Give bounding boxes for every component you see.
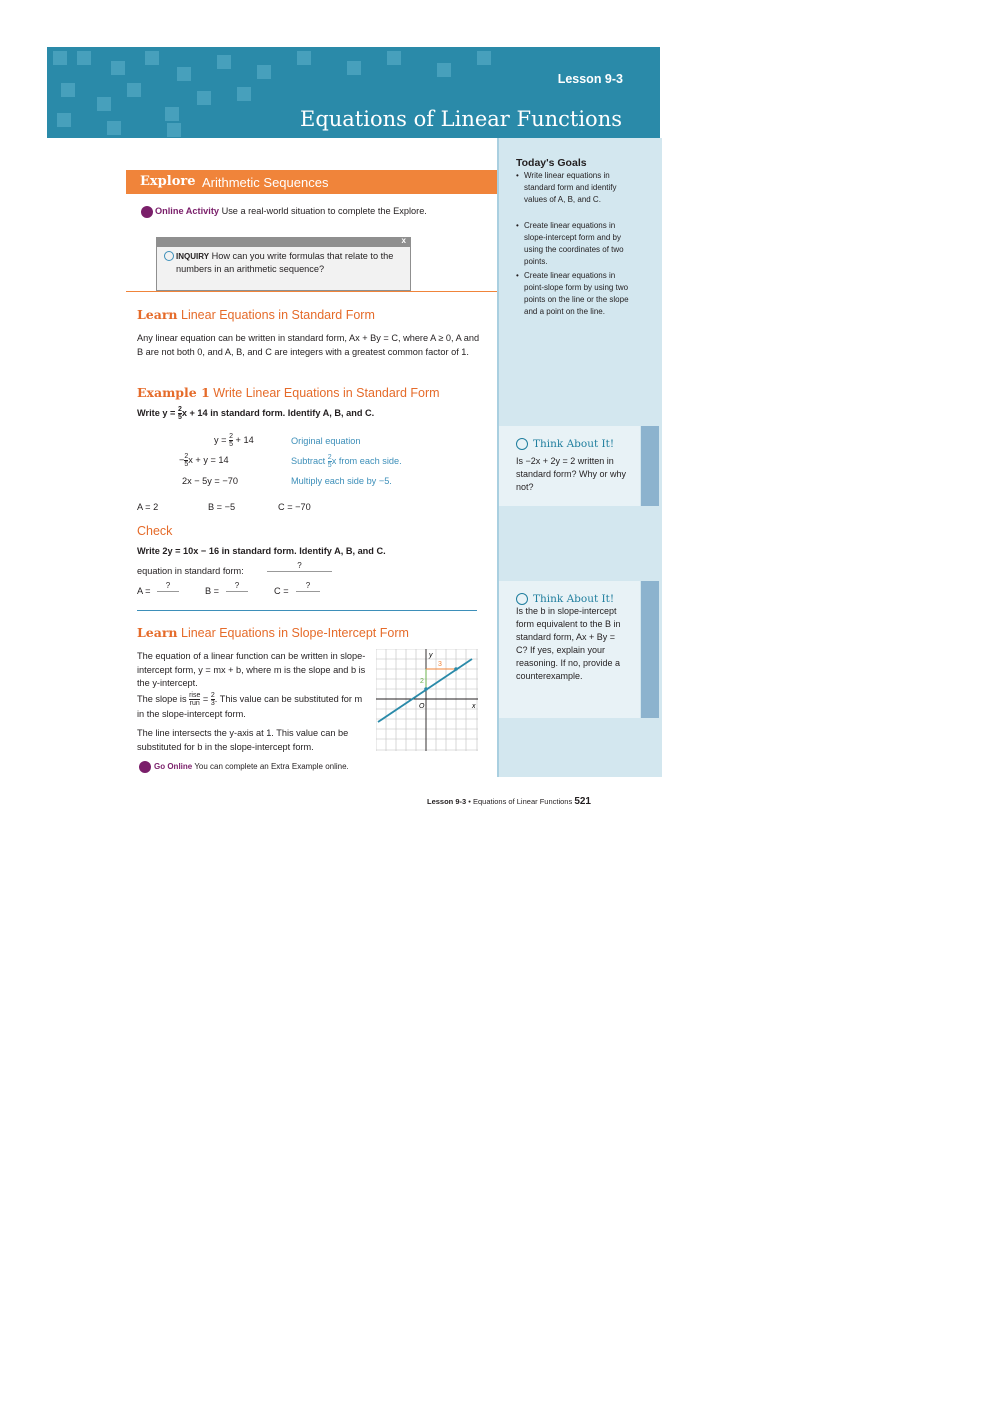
inquiry-label: INQUIRY bbox=[176, 252, 210, 261]
section-divider bbox=[126, 291, 497, 292]
goals-title: Today's Goals bbox=[516, 157, 587, 169]
lightbulb-icon bbox=[516, 593, 528, 605]
learn-title: Linear Equations in Standard Form bbox=[181, 308, 375, 322]
inquiry-text: How can you write formulas that relate to the numbers in an arithmetic sequence? bbox=[176, 251, 394, 274]
slope-text: The slope is bbox=[137, 694, 190, 704]
explore-bar bbox=[126, 170, 497, 194]
think-body: Is the b in slope-intercept form equivalent to the B in standard form, Ax + By = C? If yes, explain your reasoning. If no, provide a counterexample. bbox=[516, 606, 621, 681]
point bbox=[424, 687, 428, 691]
page-title: Equations of Linear Functions bbox=[299, 107, 622, 131]
example-prompt bbox=[137, 406, 487, 421]
goal-item: • Create linear equations in point-slope form by using two points on the line or the slope and a point on the line. bbox=[524, 270, 636, 318]
answer-blank-b[interactable]: ? bbox=[226, 581, 248, 592]
step-eq: y = $\frac{2}{5}$ + 14 bbox=[214, 433, 254, 449]
learn-heading bbox=[137, 307, 375, 322]
rise-label: 2 bbox=[420, 678, 424, 685]
slope-graph bbox=[376, 649, 478, 751]
check-heading: Check bbox=[137, 524, 173, 538]
page-footer bbox=[427, 796, 591, 807]
page-number: 521 bbox=[574, 796, 591, 807]
check-label-c: C = bbox=[274, 586, 289, 596]
go-online-link[interactable]: Go Online bbox=[154, 762, 193, 771]
online-activity-icon[interactable] bbox=[141, 206, 153, 218]
lightbulb-icon bbox=[516, 438, 528, 450]
slope-den: 3 bbox=[210, 700, 215, 708]
example-title: Write Linear Equations in Standard Form bbox=[213, 386, 440, 400]
learn-body-3: The line intersects the y-axis at 1. This value can be substituted for b in the slope-intercept form. bbox=[137, 728, 349, 752]
step-eq: 2x − 5y = −70 bbox=[182, 476, 238, 486]
online-activity-link[interactable]: Online Activity bbox=[155, 206, 219, 216]
graph-line bbox=[378, 659, 472, 722]
origin-label: O bbox=[419, 703, 425, 710]
slope-text: = bbox=[200, 694, 211, 704]
close-icon[interactable]: x bbox=[401, 236, 406, 245]
eq-text: y = bbox=[214, 435, 230, 445]
check-label-b: B = bbox=[205, 586, 220, 596]
explore-title: Arithmetic Sequences bbox=[202, 175, 329, 190]
answer-blank-equation[interactable]: ? bbox=[267, 561, 332, 572]
learn-body-1: The equation of a linear function can be written in slope-intercept form, y = mx + b, where m is the slope and b is the y-intercept. bbox=[137, 651, 366, 688]
step-note: Multiply each side by −5. bbox=[291, 476, 392, 486]
eq-text: x + y = 14 bbox=[188, 455, 229, 465]
x-axis-label: x bbox=[472, 703, 476, 710]
answer-blank-c[interactable]: ? bbox=[296, 581, 320, 592]
think-about-it-1 bbox=[499, 426, 640, 506]
answer-a: A = 2 bbox=[137, 502, 159, 512]
online-activity-text: Use a real-world situation to complete the Explore. bbox=[221, 206, 427, 216]
sidebar-tab bbox=[641, 426, 659, 506]
check-prompt: Write 2y = 10x − 16 in standard form. Identify A, B, and C. bbox=[137, 546, 386, 556]
go-online-text: You can complete an Extra Example online. bbox=[194, 762, 349, 771]
learn-body-2 bbox=[137, 692, 367, 721]
learn-keyword: Learn bbox=[137, 307, 178, 322]
lesson-label: Lesson 9-3 bbox=[557, 72, 623, 86]
goal-item: • Write linear equations in standard form and identify values of A, B, and C. bbox=[524, 170, 636, 206]
frac-den: 5 bbox=[177, 414, 182, 422]
step-eq: − $\frac{2}{5}$ x + y = 14 bbox=[179, 453, 229, 469]
prompt-text: x + 14 in standard form. Identify A, B, and C. bbox=[181, 408, 375, 418]
think-title: Think About It! bbox=[533, 438, 615, 450]
example-keyword: Example 1 bbox=[137, 385, 210, 400]
prompt-text: Write y = bbox=[137, 408, 178, 418]
lesson-header bbox=[47, 47, 660, 138]
point bbox=[454, 667, 458, 671]
explore-keyword: Explore bbox=[140, 174, 196, 189]
step-note: Subtract $\frac{2}{5}$ x from each side. bbox=[291, 454, 402, 470]
rise: rise bbox=[189, 692, 201, 700]
go-online bbox=[154, 762, 349, 771]
inquiry-box[interactable] bbox=[156, 237, 411, 291]
note-text: x from each side. bbox=[331, 456, 402, 466]
think-title: Think About It! bbox=[533, 593, 615, 605]
example-heading bbox=[137, 385, 440, 400]
learn-title: Linear Equations in Slope-Intercept Form bbox=[181, 626, 409, 640]
step-note: Original equation bbox=[291, 436, 361, 446]
answer-blank-a[interactable]: ? bbox=[157, 581, 179, 592]
slope-text: . This value can be substituted for m in the slope-intercept form. bbox=[137, 694, 363, 720]
magnifier-icon bbox=[164, 251, 174, 261]
answer-b: B = −5 bbox=[208, 502, 236, 512]
learn-body: Any linear equation can be written in standard form, Ax + By = C, where A ≥ 0, A and B are not both 0, and A, B, and C are integers with a greatest common factor of 1. bbox=[137, 333, 480, 357]
goal-item: • Create linear equations in slope-intercept form and by using the coordinates of two points. bbox=[524, 220, 636, 268]
run: run bbox=[189, 700, 200, 708]
learn-keyword: Learn bbox=[137, 625, 178, 640]
think-about-it-2 bbox=[499, 581, 640, 718]
check-eq-label: equation in standard form: bbox=[137, 566, 244, 576]
eq-text: − bbox=[179, 455, 185, 465]
learn-heading bbox=[137, 625, 409, 640]
footer-lesson: Lesson 9-3 bbox=[427, 797, 467, 806]
sidebar-tab bbox=[641, 581, 659, 718]
note-text: Subtract bbox=[291, 456, 328, 466]
footer-sep: • bbox=[466, 797, 473, 806]
answer-c: C = −70 bbox=[278, 502, 311, 512]
footer-title: Equations of Linear Functions bbox=[472, 797, 573, 806]
think-body: Is −2x + 2y = 2 written in standard form? Why or why not? bbox=[516, 456, 627, 492]
run-label: 3 bbox=[438, 661, 442, 668]
check-label-a: A = bbox=[137, 586, 151, 596]
slope-num: 2 bbox=[210, 692, 215, 700]
section-divider bbox=[137, 610, 477, 611]
eq-text: + 14 bbox=[232, 435, 254, 445]
go-online-icon[interactable] bbox=[139, 761, 151, 773]
y-axis-label: y bbox=[429, 652, 433, 659]
frac-num: 2 bbox=[177, 406, 182, 414]
